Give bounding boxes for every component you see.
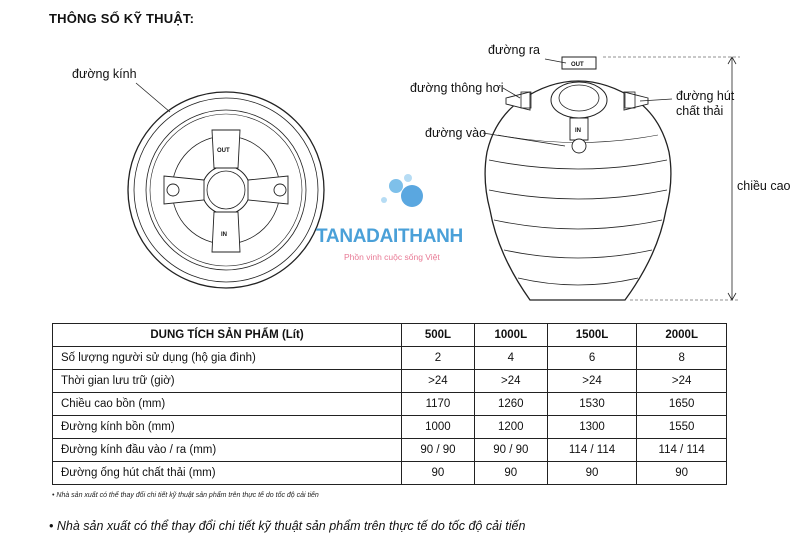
table-cell: 1650 <box>637 393 727 416</box>
spec-table <box>52 323 727 485</box>
table-cell: 1200 <box>474 416 547 439</box>
header-cell: 500L <box>402 324 475 347</box>
row-label: Đường kính đầu vào / ra (mm) <box>53 439 402 462</box>
table-row <box>53 462 727 485</box>
brand-slogan: Phồn vinh cuộc sống Việt <box>344 252 440 262</box>
table-cell: >24 <box>547 370 637 393</box>
header-cell: 2000L <box>637 324 727 347</box>
row-label: Số lượng người sử dụng (hộ gia đình) <box>53 347 402 370</box>
table-cell: 90 <box>547 462 637 485</box>
row-label: Đường ống hút chất thải (mm) <box>53 462 402 485</box>
side-out-label: OUT <box>571 62 584 68</box>
label-duong-kinh: đường kính <box>72 67 137 81</box>
label-duong-hut: đường hút <box>676 89 735 103</box>
table-row <box>53 370 727 393</box>
spec-heading: THÔNG SỐ KỸ THUẬT: <box>49 11 195 26</box>
label-chat-thai: chất thải <box>676 104 724 118</box>
table-cell: >24 <box>474 370 547 393</box>
table-cell: 1300 <box>547 416 637 439</box>
table-cell: 1530 <box>547 393 637 416</box>
table-cell: 90 / 90 <box>402 439 475 462</box>
header-cell: 1000L <box>474 324 547 347</box>
spec-table-header <box>53 324 727 347</box>
footnote-small: • Nhà sản xuất có thể thay đổi chi tiết kỹ thuật sản phẩm trên thực tế do tốc độ cải tiến <box>52 492 319 499</box>
table-cell: 6 <box>547 347 637 370</box>
top-out-label: OUT <box>217 148 230 154</box>
row-label: Đường kính bồn (mm) <box>53 416 402 439</box>
table-cell: 114 / 114 <box>547 439 637 462</box>
header-cell: DUNG TÍCH SẢN PHẨM (Lít) <box>53 324 402 347</box>
table-cell: 2 <box>402 347 475 370</box>
row-label: Chiều cao bồn (mm) <box>53 393 402 416</box>
top-in-label: IN <box>221 232 227 238</box>
logo-bubbles-icon <box>381 174 423 207</box>
table-cell: >24 <box>637 370 727 393</box>
table-cell: 4 <box>474 347 547 370</box>
label-duong-ra: đường ra <box>488 43 541 57</box>
row-label: Thời gian lưu trữ (giờ) <box>53 370 402 393</box>
header-cell: 1500L <box>547 324 637 347</box>
table-cell: 1170 <box>402 393 475 416</box>
diameter-leader <box>136 83 170 112</box>
table-cell: 114 / 114 <box>637 439 727 462</box>
table-cell: 90 <box>402 462 475 485</box>
label-duong-vao: đường vào <box>425 126 487 140</box>
tank-top-view <box>128 83 324 288</box>
table-row <box>53 347 727 370</box>
table-cell: 1550 <box>637 416 727 439</box>
table-row <box>53 439 727 462</box>
brand-logo-text: TANADAITHANH <box>316 226 463 247</box>
table-cell: 8 <box>637 347 727 370</box>
table-row <box>53 393 727 416</box>
table-cell: >24 <box>402 370 475 393</box>
label-duong-thong-hoi: đường thông hơi <box>410 81 504 95</box>
side-in-label: IN <box>575 128 581 134</box>
table-row <box>53 416 727 439</box>
footnote: • Nhà sản xuất có thể thay đổi chi tiết kỹ thuật sản phẩm trên thực tế do tốc độ cải tiến <box>49 519 526 533</box>
table-cell: 90 <box>637 462 727 485</box>
label-chieu-cao: chiều cao <box>737 179 791 193</box>
table-cell: 90 <box>474 462 547 485</box>
table-cell: 1000 <box>402 416 475 439</box>
table-cell: 1260 <box>474 393 547 416</box>
table-cell: 90 / 90 <box>474 439 547 462</box>
